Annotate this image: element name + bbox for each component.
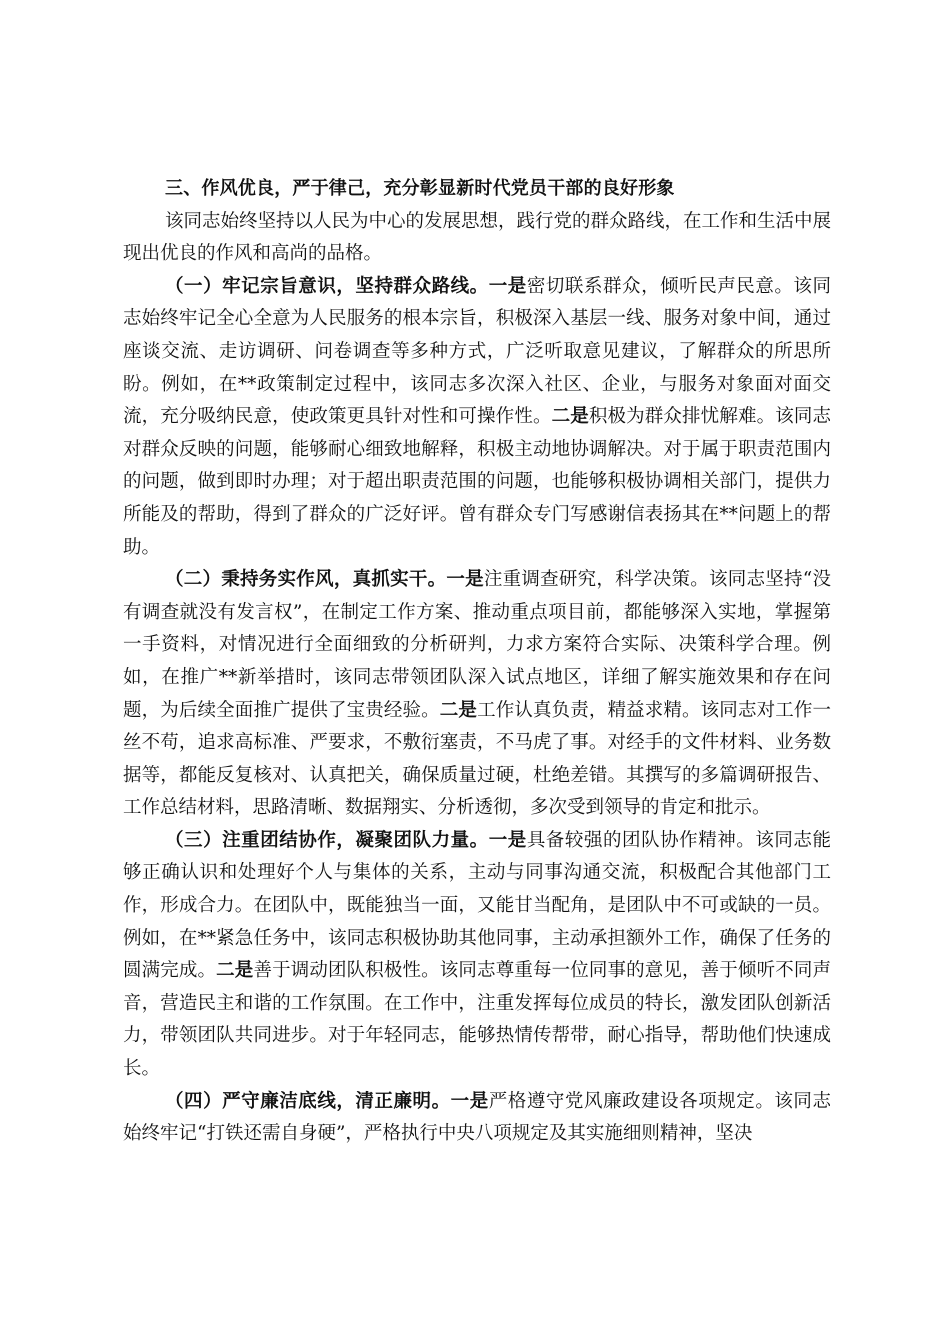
paragraph-title: （一）牢记宗旨意识，坚持群众路线。 [165, 275, 489, 297]
point-marker: 一是 [488, 275, 527, 297]
point-text: 具备较强的团队协作精神。该同志能够正确认识和处理好个人与集体的关系，主动与同事沟通交流，积极配合其他部门工作，形成合力。在团队中，既能独当一面，又能甘当配角，是团队中不可或缺的一员。例如，在**紧急任务中，该同志积极协助其他同事，主动承担额外工作，确保了任务的圆满完成。 [123, 829, 831, 982]
paragraph-2 [123, 564, 831, 825]
point-text: 注重调查研究，科学决策。该同志坚持“没有调查就没有发言权”，在制定工作方案、推动重点项目前，都能够深入实地，掌握第一手资料，对情况进行全面细致的分析研判，力求方案符合实际、决策科学合理。例如，在推广**新举措时，该同志带领团队深入试点地区，详细了解实施效果和存在问题，为后续全面推广提供了宝贵经验。 [123, 569, 831, 721]
point-text: 善于调动团队积极性。该同志尊重每一位同事的意见，善于倾听不同声音，营造民主和谐的工作氛围。在工作中，注重发挥每位成员的特长，激发团队创新活力，带领团队共同进步。对于年轻同志，能够热情传帮带，耐心指导，帮助他们快速成长。 [123, 960, 831, 1080]
paragraph-title: （二）秉持务实作风，真抓实干。 [165, 569, 447, 591]
point-text: 工作认真负责，精益求精。该同志对工作一丝不苟，追求高标准、严要求，不敷衍塞责，不马虎了事。对经手的文件材料、业务数据等，都能反复核对、认真把关，确保质量过硬，杜绝差错。其撰写的多篇调研报告、工作总结材料，思路清晰、数据翔实、分析透彻，多次受到领导的肯定和批示。 [123, 699, 831, 819]
point-marker: 二是 [551, 406, 589, 428]
paragraph-title: （三）注重团结协作，凝聚团队力量。 [165, 829, 489, 851]
intro-paragraph: 该同志始终坚持以人民为中心的发展思想，践行党的群众路线，在工作和生活中展现出优良的作风和高尚的品格。 [123, 210, 832, 265]
point-marker: 一是 [488, 829, 527, 851]
paragraph-4 [123, 1086, 831, 1151]
point-text: 密切联系群众，倾听民声民意。该同志始终牢记全心全意为人民服务的根本宗旨，积极深入基层一线、服务对象中间，通过座谈交流、走访调研、问卷调查等多种方式，广泛听取意见建议，了解群众的所思所盼。例如，在**政策制定过程中，该同志多次深入社区、企业，与服务对象面对面交流，充分吸纳民意，使政策更具针对性和可操作性。 [123, 275, 831, 428]
point-marker: 二是 [439, 699, 478, 721]
point-marker: 二是 [216, 960, 254, 982]
document-body [123, 173, 831, 1151]
paragraph-title: （四）严守廉洁底线，清正廉明。 [165, 1090, 451, 1112]
point-marker: 一是 [446, 569, 484, 591]
point-text: 积极为群众排忧解难。该同志对群众反映的问题，能够耐心细致地解释，积极主动地协调解决。对于属于职责范围内的问题，做到即时办理；对于超出职责范围的问题，也能够积极协调相关部门，提供力所能及的帮助，得到了群众的广泛好评。曾有群众专门写感谢信表扬其在**问题上的帮助。 [123, 406, 831, 558]
point-text: 严格遵守党风廉政建设各项规定。该同志始终牢记“打铁还需自身硬”，严格执行中央八项规定及其实施细则精神，坚决 [123, 1090, 831, 1145]
paragraph-3 [123, 825, 831, 1086]
section-heading: 三、作风优良，严于律己，充分彰显新时代党员干部的良好形象 [165, 178, 675, 199]
paragraph-1 [123, 271, 831, 564]
point-marker: 一是 [450, 1090, 489, 1112]
